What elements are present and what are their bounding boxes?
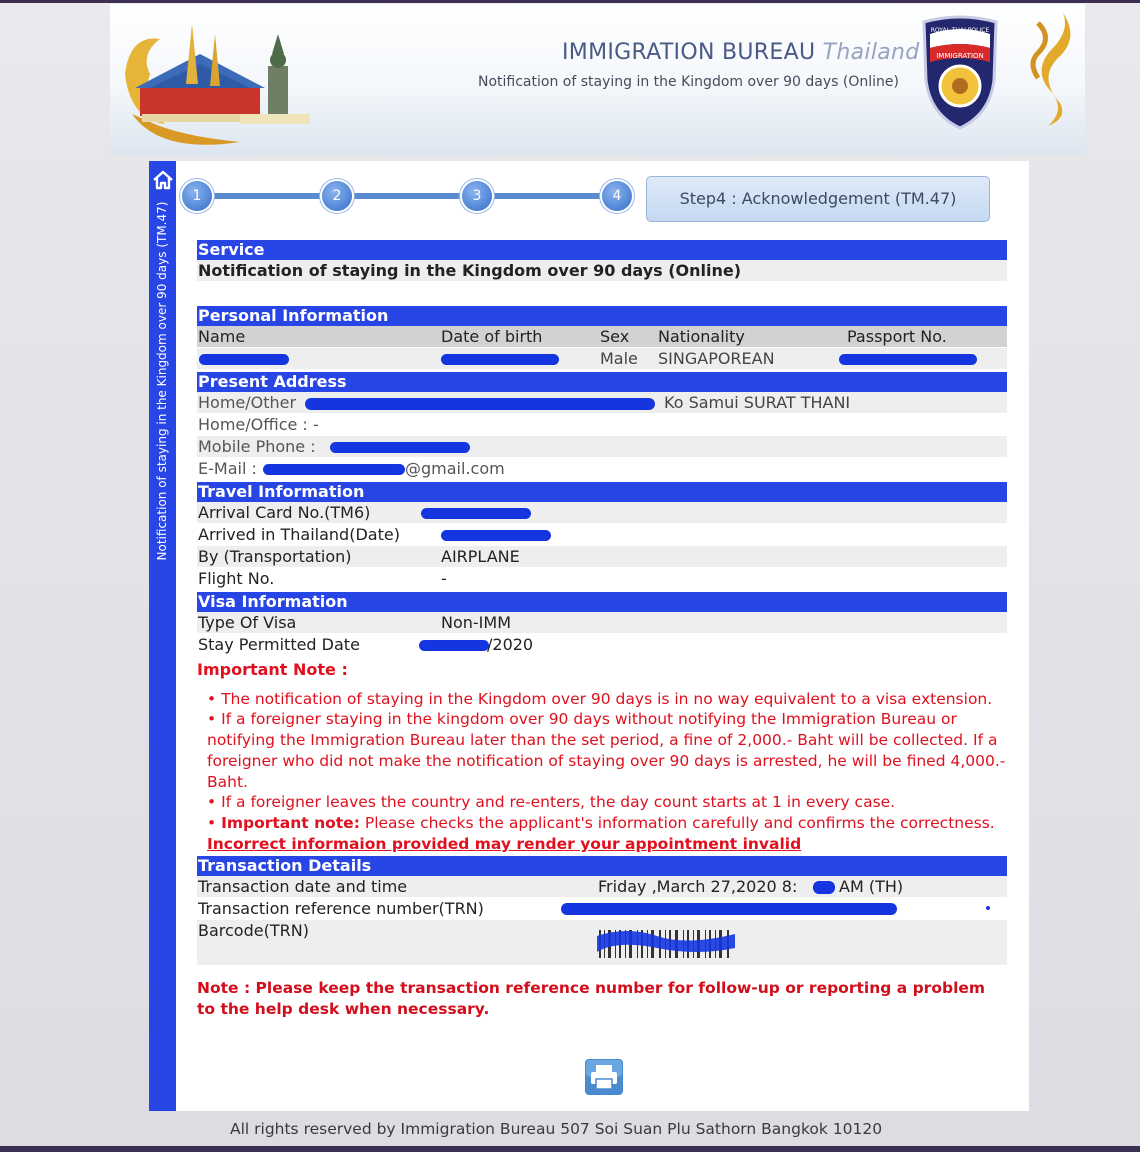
mobile-label: Mobile Phone : (198, 437, 316, 456)
step-1: 1 (182, 181, 212, 211)
police-badge-icon (918, 14, 1002, 132)
email-row (197, 458, 1007, 480)
note-item-3-text: If a foreigner leaves the country and re-enters, the day count starts at 1 in every case. (221, 793, 896, 812)
redacted-trn (561, 903, 897, 915)
flight-value: - (441, 569, 447, 588)
step-4: 4 (602, 181, 632, 211)
footer-text: All rights reserved by Immigration Bureau 507 Soi Suan Plu Sathorn Bangkok 10120 (230, 1120, 883, 1138)
col-dob: Date of birth (441, 327, 543, 346)
sidebar-vertical-label: Notification of staying in the Kingdom over 90 days (TM.47) (155, 201, 169, 561)
transport-value: AIRPLANE (441, 547, 520, 566)
brand-title (562, 40, 920, 65)
brand-main: IMMIGRATION BUREAU (562, 40, 816, 65)
home-other-value: Ko Samui SURAT THANI (664, 393, 851, 412)
important-note-title: Important Note : (197, 660, 348, 679)
acknowledgement-form (197, 238, 1007, 1020)
mobile-row (197, 436, 1007, 458)
badge-text-middle: IMMIGRATION (936, 52, 984, 60)
home-other-label: Home/Other (198, 393, 297, 412)
barcode-label: Barcode(TRN) (198, 921, 309, 941)
arrived-date-label: Arrived in Thailand(Date) (198, 525, 400, 544)
redacted-address (305, 398, 655, 410)
section-transaction-heading: Transaction Details (197, 856, 1007, 876)
personal-header-row (197, 326, 1007, 348)
transport-label: By (Transportation) (198, 547, 352, 566)
arrived-date-row (197, 524, 1007, 546)
note-item-2: • If a foreigner staying in the kingdom over 90 days without notifying the Immigration Bureau or notifying the Immigration Bureau later than the set period, a fine of 2,000.- Baht will be collected. If a foreigner who did not make the notification of staying over 90 days is arrested, he will be fined 4,000.- Baht. (207, 710, 1006, 791)
col-passport: Passport No. (847, 327, 947, 346)
current-step-label: Step4 : Acknowledgement (TM.47) (646, 176, 990, 222)
important-notes (197, 660, 1007, 854)
email-label: E-Mail : (198, 459, 257, 478)
window-top-border (0, 0, 1140, 3)
redacted-name (199, 354, 289, 365)
transaction-datetime-prefix: Friday ,March 27,2020 8: (598, 877, 798, 897)
header-subtitle: Notification of staying in the Kingdom over 90 days (Online) (478, 74, 899, 90)
visa-type-row (197, 612, 1007, 634)
transaction-datetime-row (197, 876, 1007, 898)
barcode-row (197, 920, 1007, 966)
redacted-time (813, 881, 835, 894)
stay-permitted-row (197, 634, 1007, 656)
service-row (197, 260, 1007, 282)
home-office-row (197, 414, 1007, 436)
trn-label: Transaction reference number(TRN) (198, 899, 484, 919)
redacted-mobile (330, 442, 470, 453)
redacted-stay-date (419, 640, 489, 651)
redacted-dot (986, 906, 990, 910)
note-item-4-lead: Important note: (221, 813, 360, 832)
step-connector (206, 193, 326, 199)
redacted-arrived-date (441, 530, 551, 541)
badge-text-top: ROYAL THAI POLICE (930, 27, 990, 34)
section-visa-heading: Visa Information (197, 592, 1007, 612)
transaction-datetime-label: Transaction date and time (198, 877, 408, 897)
note-item-2-text: If a foreigner staying in the kingdom over 90 days without notifying the Immigration Bureau or notifying the Immigration Bureau later than the set period, a fine of 2,000.- Baht will be collected. If a foreigner who did not make the notification of staying over 90 days is arrested, he will be fined 4,000.- Baht. (207, 710, 1006, 791)
redacted-passport (839, 354, 977, 365)
section-address-heading: Present Address (197, 372, 1007, 392)
col-nationality: Nationality (658, 327, 745, 346)
main-panel (149, 161, 1029, 1111)
section-travel-heading: Travel Information (197, 482, 1007, 502)
step-connector (346, 193, 466, 199)
note-item-1-text: The notification of staying in the Kingdom over 90 days is in no way equivalent to a visa extension. (221, 689, 993, 708)
final-note: Note : Please keep the transaction reference number for follow-up or reporting a problem to the help desk when necessary. (197, 979, 986, 1019)
arrival-card-row (197, 502, 1007, 524)
email-domain: @gmail.com (405, 459, 505, 478)
stay-permitted-label: Stay Permitted Date (198, 635, 360, 654)
sex-value: Male (600, 349, 638, 368)
section-service-heading: Service (197, 240, 1007, 260)
service-value: Notification of staying in the Kingdom over 90 days (Online) (198, 261, 742, 280)
home-office-label: Home/Office : - (198, 415, 319, 434)
step-3: 3 (462, 181, 492, 211)
note-item-1: • The notification of staying in the Kingdom over 90 days is in no way equivalent to a visa extension. (207, 689, 993, 708)
brand-country: Thailand (822, 40, 920, 65)
transaction-datetime-suffix: AM (TH) (839, 877, 904, 897)
redacted-dob (441, 354, 559, 365)
note-item-4-text: Please checks the applicant's information carefully and confirms the correctness. (364, 813, 995, 832)
personal-values-row (197, 348, 1007, 370)
home-icon[interactable] (152, 169, 174, 191)
home-other-row (197, 392, 1007, 414)
nationality-value: SINGAPOREAN (658, 349, 775, 368)
redacted-email (263, 464, 405, 475)
step-2: 2 (322, 181, 352, 211)
sidebar (149, 161, 176, 1111)
visa-type-value: Non-IMM (441, 613, 511, 632)
section-personal-heading: Personal Information (197, 306, 1007, 326)
flight-row (197, 568, 1007, 590)
step-progress (181, 175, 641, 215)
header-banner (110, 4, 1085, 154)
col-name: Name (198, 327, 246, 346)
temple-icon (120, 14, 330, 154)
transport-row (197, 546, 1007, 568)
redacted-arrival-card (421, 508, 531, 519)
ornament-icon (1008, 8, 1083, 128)
flight-label: Flight No. (198, 569, 275, 588)
arrival-card-label: Arrival Card No.(TM6) (198, 503, 371, 522)
note-item-4: • Important note: Please checks the applicant's information carefully and confirms the correctness. Incorrect informaion provided may render your appointment invalid (207, 813, 995, 853)
print-icon[interactable] (585, 1059, 623, 1095)
step-connector (486, 193, 606, 199)
barcode-image (597, 926, 737, 962)
note-item-4-warning: Incorrect informaion provided may render your appointment invalid (207, 834, 802, 853)
col-sex: Sex (600, 327, 630, 346)
stay-permitted-value: /2020 (487, 635, 534, 654)
window-bottom-border (0, 1146, 1140, 1152)
note-item-3: • If a foreigner leaves the country and re-enters, the day count starts at 1 in every case. (207, 793, 896, 812)
visa-type-label: Type Of Visa (198, 613, 297, 632)
trn-row (197, 898, 1007, 920)
